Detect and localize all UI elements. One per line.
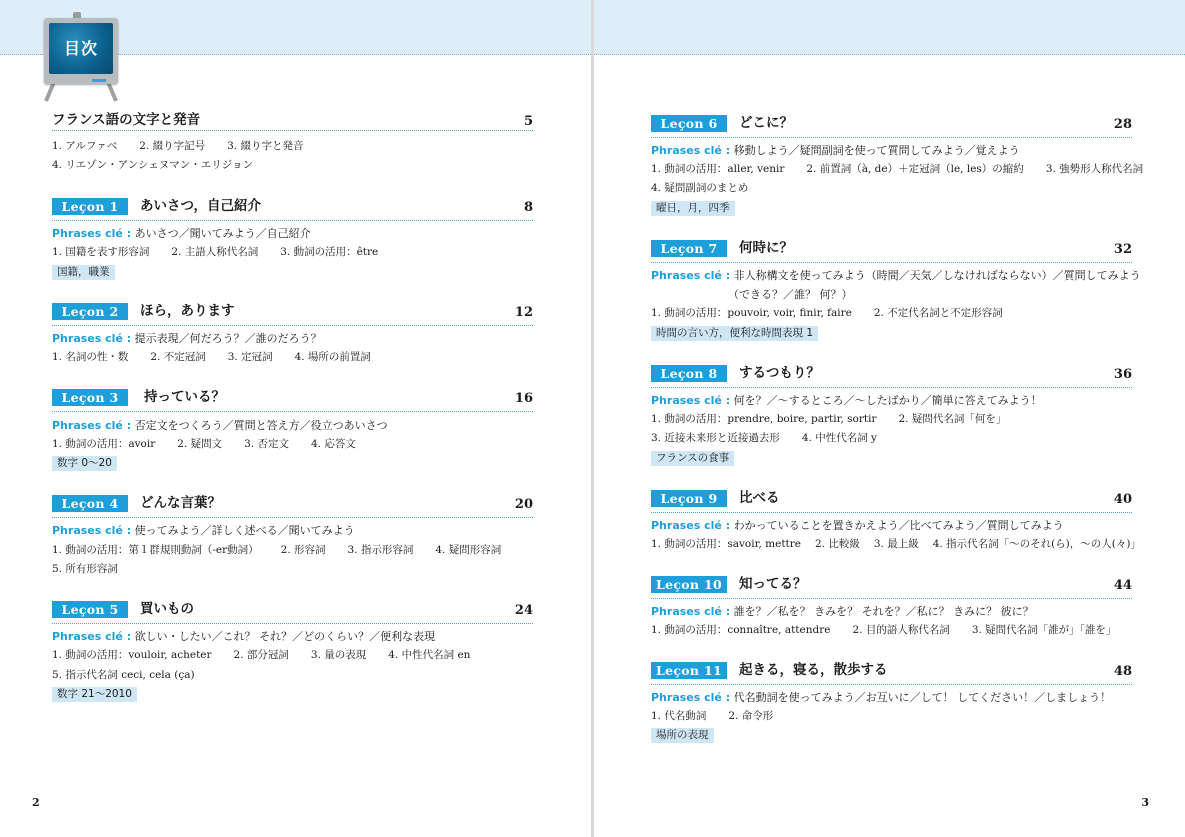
header-band: [594, 0, 1185, 55]
lecon-badge: Leçon 6: [651, 115, 727, 132]
topic-line: 1. 動詞の活用：avoir 2. 疑問文 3. 否定文 4. 応答文: [52, 438, 356, 450]
topic-line: 1. 動詞の活用：vouloir, acheter 2. 部分冠詞 3. 量の表現 4. 中性代名詞 en: [52, 649, 471, 661]
lecon-badge: Leçon 11: [651, 662, 727, 679]
toc-entry-lecon-2[interactable]: [52, 303, 533, 371]
toc-entry-lecon-8[interactable]: [651, 365, 1132, 468]
folio-left: 2: [32, 796, 40, 809]
topic-line: 1. 動詞の活用：第１群規則動詞（-er動詞） 2. 形容詞 3. 指示形容詞 4. 疑問形容詞: [52, 544, 502, 556]
topic-line: 1. 動詞の活用：pouvoir, voir, finir, faire 2. 不定代名詞と不定形容詞: [651, 307, 1003, 319]
phrases-cle: Phrases clé : 否定文をつくろう／質問と答え方／役立つあいさつ: [52, 419, 388, 432]
extra-topic-tag: 数字 21〜2010: [52, 687, 137, 702]
extra-topic-tag: 数字 0〜20: [52, 456, 117, 471]
page-number: 8: [523, 200, 533, 215]
lecon-title: 何時に？: [739, 240, 793, 256]
lecon-title: 持っている？: [144, 389, 225, 405]
lecon-title: 起きる，寝る，散歩する: [739, 662, 888, 678]
toc-entry-lecon-10[interactable]: [651, 576, 1132, 644]
lecon-badge: Leçon 9: [651, 490, 727, 507]
lecon-badge: Leçon 8: [651, 365, 727, 382]
phrases-cle: Phrases clé : 欲しい・したい／これ？ それ？／どのくらい？／便利な表現: [52, 630, 436, 643]
page-number: 32: [1113, 242, 1132, 257]
lecon-title: 買いもの: [140, 601, 194, 617]
page-number: 20: [514, 497, 533, 512]
phrases-cle: Phrases clé : わかっていることを置きかえよう／比べてみよう／質問してみよう: [651, 519, 1064, 532]
toc-entry-lecon-6[interactable]: [651, 115, 1144, 218]
lecon-title: どんな言葉？: [140, 495, 221, 511]
lecon-badge: Leçon 3: [52, 389, 128, 406]
toc-entry-lecon-4[interactable]: [52, 495, 533, 580]
toc-entry-lecon-3[interactable]: [52, 389, 533, 474]
page-number: 16: [514, 391, 533, 406]
toc-title: 目次: [63, 39, 98, 58]
page-number: 48: [1113, 664, 1132, 679]
page-number: 36: [1113, 367, 1132, 382]
toc-entry-lecon-9[interactable]: [651, 490, 1141, 558]
phrases-cle: Phrases clé : 誰を？／私を？ きみを？ それを？／私に？ きみに？ 彼に？: [651, 605, 1034, 618]
topic-line: 4. 疑問副詞のまとめ: [651, 182, 749, 194]
lecon-title: 比べる: [739, 490, 780, 506]
topic-line: 1. 国籍を表す形容詞 2. 主語人称代名詞 3. 動詞の活用：être: [52, 246, 379, 258]
topic-line: 1. 動詞の活用：prendre, boire, partir, sortir 2. 疑問代名詞「何を」: [651, 413, 1007, 425]
phrases-cle: Phrases clé : 移動しよう／疑問副詞を使って質問してみよう／覚えよう: [651, 144, 1020, 157]
toc-entry-lecon-7[interactable]: [651, 240, 1141, 343]
phrases-cle: Phrases clé : 提示表現／何だろう？／誰のだろう？: [52, 332, 322, 345]
toc-entry-lecon-11[interactable]: [651, 662, 1132, 747]
lecon-title: あいさつ，自己紹介: [140, 198, 261, 214]
lecon-badge: Leçon 7: [651, 240, 727, 257]
topic-line: 5. 所有形容詞: [52, 563, 118, 575]
toc-entry-intro[interactable]: [52, 112, 533, 182]
topic-line: 1. 動詞の活用：savoir, mettre 2. 比較級 3. 最上級 4. 指示代名詞「〜のそれ(ら)，〜の人(々)」: [651, 538, 1141, 550]
lecon-title: するつもり？: [739, 365, 820, 381]
phrases-cle: Phrases clé : 使ってみよう／詳しく述べる／聞いてみよう: [52, 524, 355, 537]
page-number: 40: [1113, 492, 1132, 507]
topic-line: 3. 近接未来形と近接過去形 4. 中性代名詞 y: [651, 432, 877, 444]
lecon-badge: Leçon 1: [52, 198, 128, 215]
phrases-cle: Phrases clé : 非人称構文を使ってみよう（時間／天気／しなければならない）／質問してみよう: [651, 269, 1141, 282]
topic-line: 1. 名詞の性・数 2. 不定冠詞 3. 定冠詞 4. 場所の前置詞: [52, 351, 371, 363]
page-number: 28: [1113, 117, 1132, 132]
extra-topic-tag: 曜日，月，四季: [651, 201, 735, 216]
lecon-badge: Leçon 4: [52, 495, 128, 512]
lecon-title: ほら，あります: [140, 303, 235, 319]
topic-line: 1. 動詞の活用：aller, venir 2. 前置詞（à, de）＋定冠詞（le, les）の縮約 3. 強勢形人称代名詞: [651, 163, 1144, 175]
lecon-badge: Leçon 10: [651, 576, 727, 593]
phrases-cle-continued: （できる？／誰？ 何？）: [728, 288, 853, 301]
extra-topic-tag: フランスの食事: [651, 451, 734, 466]
extra-topic-tag: 国籍，職業: [52, 265, 115, 280]
lecon-title: 知ってる？: [739, 576, 807, 592]
folio-right: 3: [1141, 796, 1149, 809]
section-title: フランス語の文字と発音: [52, 112, 201, 128]
extra-topic-tag: 場所の表現: [651, 728, 714, 743]
blackboard-icon: [40, 12, 122, 102]
left-page: [0, 0, 591, 837]
lecon-title: どこに？: [739, 115, 793, 131]
phrases-cle: Phrases clé : 何を？／〜するところ／〜したばかり／簡単に答えてみよう！: [651, 394, 1042, 407]
phrases-cle: Phrases clé : あいさつ／聞いてみよう／自己紹介: [52, 227, 311, 240]
toc-entry-lecon-1[interactable]: [52, 198, 533, 283]
lecon-badge: Leçon 2: [52, 303, 128, 320]
phrases-cle: Phrases clé : 代名動詞を使ってみよう／お互いに／して！ してください！／しましょう！: [651, 691, 1112, 704]
topic-line: 1. 動詞の活用：connaître, attendre 2. 目的語人称代名詞 3. 疑問代名詞「誰が」「誰を」: [651, 624, 1117, 636]
right-page: [594, 0, 1185, 837]
topic-line: 1. アルファベ 2. 綴り字記号 3. 綴り字と発音: [52, 140, 304, 152]
extra-topic-tag: 時間の言い方，便利な時間表現 1: [651, 326, 818, 341]
topic-line: 1. 代名動詞 2. 命令形: [651, 710, 774, 722]
lecon-badge: Leçon 5: [52, 601, 128, 618]
page-number: 44: [1113, 578, 1132, 593]
page-number: 24: [514, 603, 533, 618]
page-number: 5: [523, 114, 533, 129]
topic-line: 5. 指示代名詞 ceci, cela (ça): [52, 669, 195, 681]
toc-entry-lecon-5[interactable]: [52, 601, 533, 706]
topic-line: 4. リエゾン・アンシェヌマン・エリジョン: [52, 159, 254, 171]
page-number: 12: [514, 305, 533, 320]
